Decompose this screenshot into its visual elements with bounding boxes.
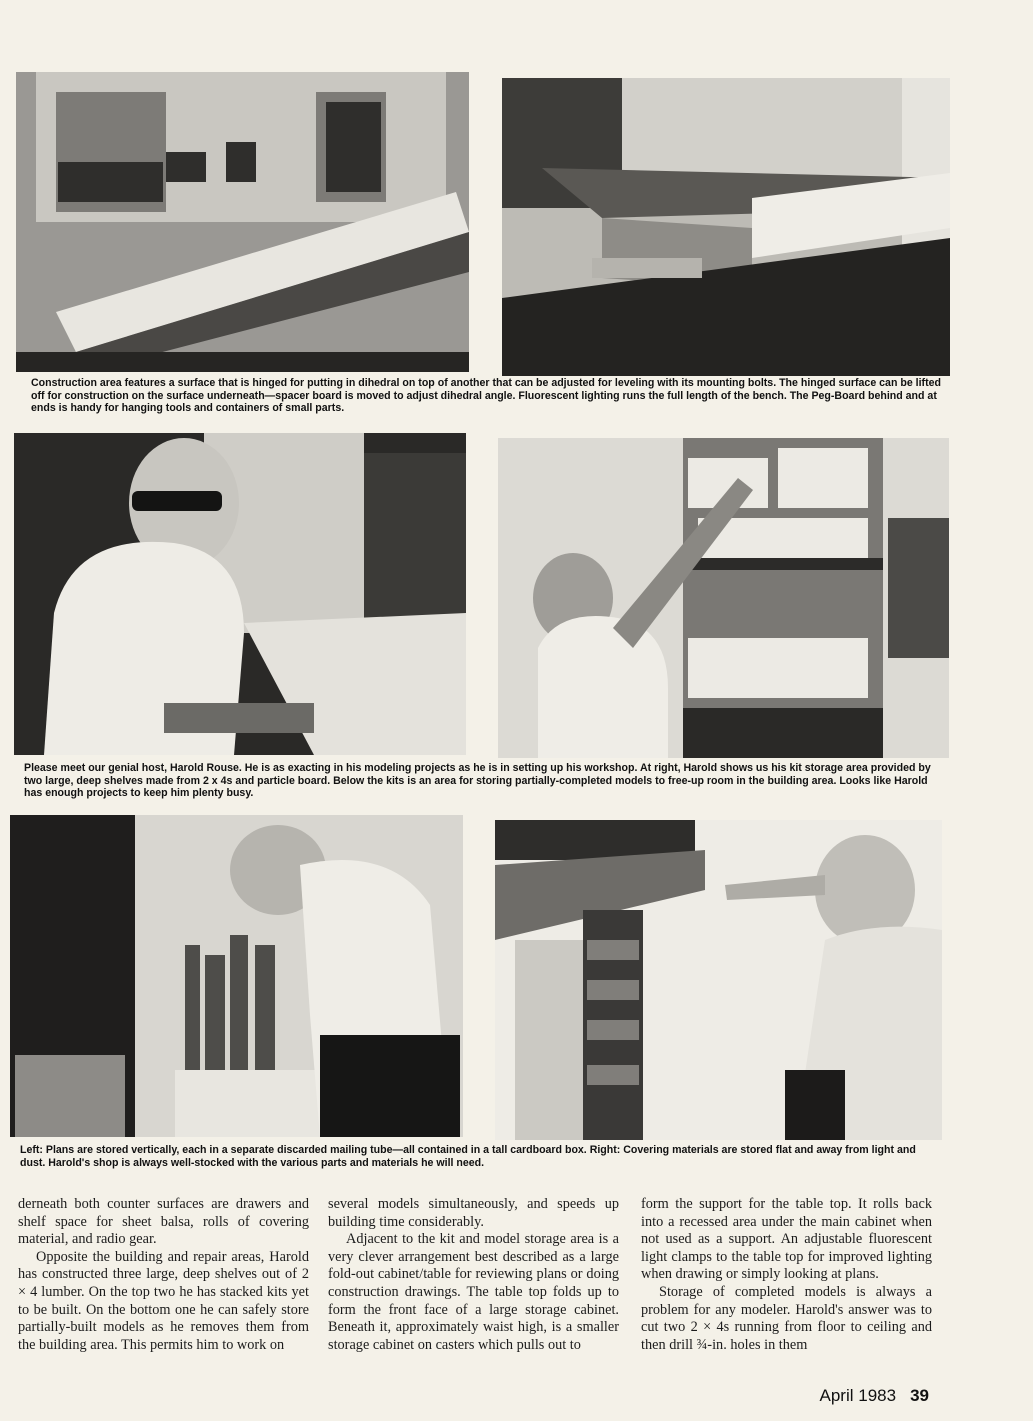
photo-harold-portrait	[14, 433, 466, 755]
caption-middle: Please meet our genial host, Harold Rouse. He is as exacting in his modeling projects as he is in setting up his workshop. At right, Harold shows us his kit storage area provided by two large, deep shelves made from 2 x 4s and particle board. Below the kits is an area for storing partially-completed models to free-up room in the building area. Looks like Harold has enough projects to keep him plenty busy.	[24, 762, 931, 799]
page-number: 39	[910, 1386, 929, 1405]
issue-date: April 1983	[819, 1386, 897, 1405]
body-column-2	[328, 1196, 619, 1354]
covering-storage-photo-graphic	[495, 820, 942, 1140]
caption-bottom: Left: Plans are stored vertically, each in a separate discarded mailing tube—all contained in a tall cardboard box. Right: Covering materials are stored flat and away from light and dust. Harold's shop is always well-stocked with the various parts and materials he will need.	[20, 1144, 916, 1169]
photo-plans-storage	[10, 815, 463, 1137]
workbench-photo-graphic	[16, 72, 469, 372]
photo-workbench-right	[502, 78, 950, 376]
photo-workbench-left	[16, 72, 469, 372]
body-column-3	[641, 1196, 932, 1354]
body-paragraph: derneath both counter surfaces are drawers and shelf space for sheet balsa, rolls of covering material, and radio gear.	[18, 1196, 309, 1248]
body-paragraph: several models simultaneously, and speeds up building time considerably.	[328, 1196, 619, 1230]
photo-kit-storage	[498, 438, 949, 758]
body-column-1	[18, 1196, 309, 1354]
harold-portrait-graphic	[14, 433, 466, 755]
body-paragraph: form the support for the table top. It rolls back into a recessed area under the main cabinet when not used as a support. An adjustable fluorescent light clamps to the table top for improved lighting when drawing or simply looking at plans.	[641, 1196, 932, 1283]
kit-storage-photo-graphic	[498, 438, 949, 758]
photo-covering-storage	[495, 820, 942, 1140]
page-folio	[820, 1386, 929, 1406]
plans-storage-photo-graphic	[10, 815, 463, 1137]
body-paragraph: Storage of completed models is always a problem for any modeler. Harold's answer was to cut two 2 × 4s running from floor to ceiling and then drill ¾-in. holes in them	[641, 1283, 932, 1353]
body-paragraph: Adjacent to the kit and model storage area is a very clever arrangement best described as a large fold-out cabinet/table for reviewing plans or doing construction drawings. The table top folds up to form the front face of a large storage cabinet. Beneath it, approximately waist high, is a smaller storage cabinet on casters which pulls out to	[328, 1231, 619, 1353]
dihedral-bench-photo-graphic	[502, 78, 950, 376]
body-paragraph: Opposite the building and repair areas, Harold has constructed three large, deep shelves out of 2 × 4 lumber. On the top two he has stacked kits yet to be built. On the bottom one he can safely store partially-built models as he removes them from the building area. This permits him to work on	[18, 1248, 309, 1353]
caption-top: Construction area features a surface that is hinged for putting in dihedral on top of another that can be adjusted for leveling with its mounting bolts. The hinged surface can be lifted off for construction on the surface underneath—spacer board is moved to adjust dihedral angle. Fluorescent lighting runs the full length of the bench. The Peg-Board behind and at ends is handy for hanging tools and containers of small parts.	[31, 377, 941, 414]
